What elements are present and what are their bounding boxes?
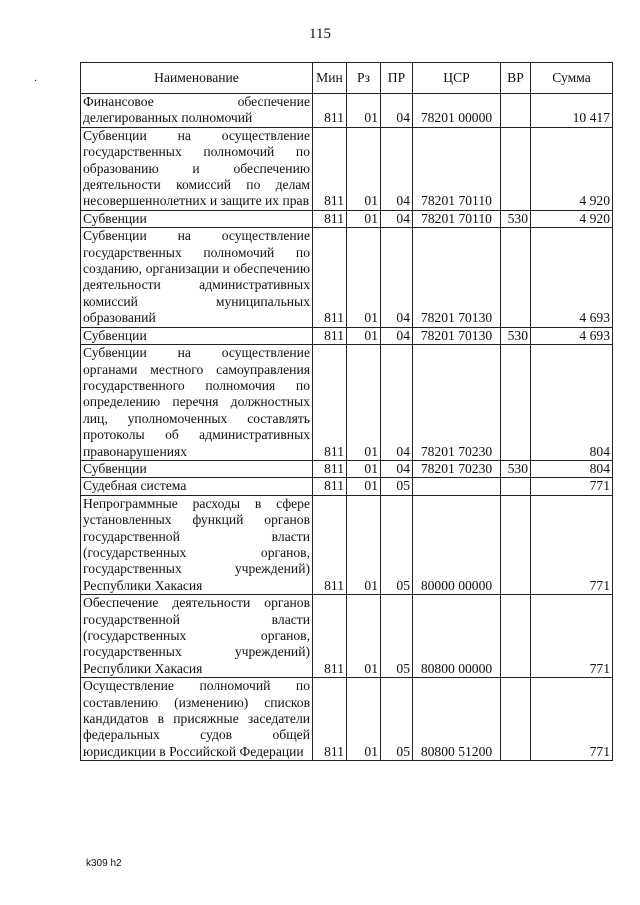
cell-vr (501, 345, 531, 461)
cell-name: Финансовое обеспечение делегированных полномочий (81, 94, 313, 128)
cell-min: 811 (313, 495, 347, 594)
table-header (81, 63, 613, 94)
cell-rz: 01 (347, 478, 381, 495)
table-row (81, 595, 613, 678)
cell-pr: 05 (381, 678, 413, 761)
header-min: Мин (313, 63, 347, 94)
stray-mark: · (34, 76, 38, 87)
cell-csr: 78201 70110 (413, 210, 501, 227)
cell-name: Субвенции (81, 210, 313, 227)
cell-sum: 804 (531, 460, 613, 477)
cell-pr: 04 (381, 460, 413, 477)
cell-min: 811 (313, 678, 347, 761)
cell-sum: 10 417 (531, 94, 613, 128)
cell-sum: 4 693 (531, 327, 613, 344)
header-rz: Рз (347, 63, 381, 94)
cell-csr: 78201 70130 (413, 228, 501, 327)
cell-min: 811 (313, 210, 347, 227)
cell-csr: 80800 51200 (413, 678, 501, 761)
cell-rz: 01 (347, 495, 381, 594)
cell-pr: 04 (381, 327, 413, 344)
cell-pr: 04 (381, 94, 413, 128)
table-row (81, 127, 613, 210)
table-row (81, 678, 613, 761)
cell-pr: 05 (381, 478, 413, 495)
cell-sum: 771 (531, 678, 613, 761)
cell-sum: 804 (531, 345, 613, 461)
cell-csr: 80800 00000 (413, 595, 501, 678)
table-row (81, 94, 613, 128)
cell-vr (501, 495, 531, 594)
cell-csr: 78201 70130 (413, 327, 501, 344)
cell-rz: 01 (347, 345, 381, 461)
header-vr: ВР (501, 63, 531, 94)
cell-csr: 78201 70230 (413, 345, 501, 461)
cell-sum: 4 920 (531, 210, 613, 227)
cell-rz: 01 (347, 595, 381, 678)
cell-pr: 05 (381, 495, 413, 594)
page-number: 115 (309, 26, 331, 42)
cell-name: Субвенции на осуществление органами местного самоуправления государственного полномочия по определению перечня должностных лиц, уполномоченных составлять протоколы об административных правонарушениях (81, 345, 313, 461)
cell-min: 811 (313, 127, 347, 210)
cell-csr: 80000 00000 (413, 495, 501, 594)
cell-pr: 05 (381, 595, 413, 678)
cell-rz: 01 (347, 678, 381, 761)
cell-min: 811 (313, 478, 347, 495)
header-row (81, 63, 613, 94)
cell-min: 811 (313, 94, 347, 128)
cell-pr: 04 (381, 210, 413, 227)
cell-csr: 78201 00000 (413, 94, 501, 128)
table-row (81, 478, 613, 495)
cell-csr: 78201 70110 (413, 127, 501, 210)
cell-min: 811 (313, 460, 347, 477)
table-row (81, 495, 613, 594)
cell-sum: 771 (531, 495, 613, 594)
cell-rz: 01 (347, 460, 381, 477)
cell-vr: 530 (501, 327, 531, 344)
footer-code: k309 h2 (86, 858, 122, 869)
cell-csr (413, 478, 501, 495)
cell-name: Осуществление полномочий по составлению (изменению) списков кандидатов в присяжные заседатели федеральных судов общей юрисдикции в Российской Федерации (81, 678, 313, 761)
cell-name: Субвенции на осуществление государственных полномочий по созданию, организации и обеспечению деятельности административных комиссий муниципальных образований (81, 228, 313, 327)
cell-name: Субвенции (81, 460, 313, 477)
budget-table (80, 62, 613, 761)
header-name: Наименование (81, 63, 313, 94)
cell-min: 811 (313, 345, 347, 461)
cell-name: Непрограммные расходы в сфере установленных функций органов государственной власти (государственных органов, государственных учреждений) Республики Хакасия (81, 495, 313, 594)
cell-rz: 01 (347, 228, 381, 327)
cell-rz: 01 (347, 94, 381, 128)
cell-min: 811 (313, 228, 347, 327)
header-pr: ПР (381, 63, 413, 94)
cell-sum: 771 (531, 595, 613, 678)
cell-rz: 01 (347, 327, 381, 344)
cell-name: Субвенции на осуществление государственных полномочий по образованию и обеспечению деятельности комиссий по делам несовершеннолетних и защите их прав (81, 127, 313, 210)
cell-name: Субвенции (81, 327, 313, 344)
cell-vr (501, 127, 531, 210)
table-row (81, 210, 613, 227)
cell-vr (501, 478, 531, 495)
cell-pr: 04 (381, 228, 413, 327)
cell-pr: 04 (381, 127, 413, 210)
cell-vr: 530 (501, 460, 531, 477)
cell-sum: 4 693 (531, 228, 613, 327)
cell-name: Судебная система (81, 478, 313, 495)
table-row (81, 228, 613, 327)
header-sum: Сумма (531, 63, 613, 94)
cell-vr (501, 94, 531, 128)
table-row (81, 327, 613, 344)
cell-rz: 01 (347, 127, 381, 210)
cell-pr: 04 (381, 345, 413, 461)
cell-rz: 01 (347, 210, 381, 227)
cell-min: 811 (313, 327, 347, 344)
header-csr: ЦСР (413, 63, 501, 94)
cell-sum: 4 920 (531, 127, 613, 210)
cell-vr (501, 678, 531, 761)
cell-vr (501, 228, 531, 327)
cell-sum: 771 (531, 478, 613, 495)
cell-vr: 530 (501, 210, 531, 227)
cell-name: Обеспечение деятельности органов государственной власти (государственных органов, государственных учреждений) Республики Хакасия (81, 595, 313, 678)
cell-vr (501, 595, 531, 678)
cell-csr: 78201 70230 (413, 460, 501, 477)
table-row (81, 345, 613, 461)
table-row (81, 460, 613, 477)
cell-min: 811 (313, 595, 347, 678)
